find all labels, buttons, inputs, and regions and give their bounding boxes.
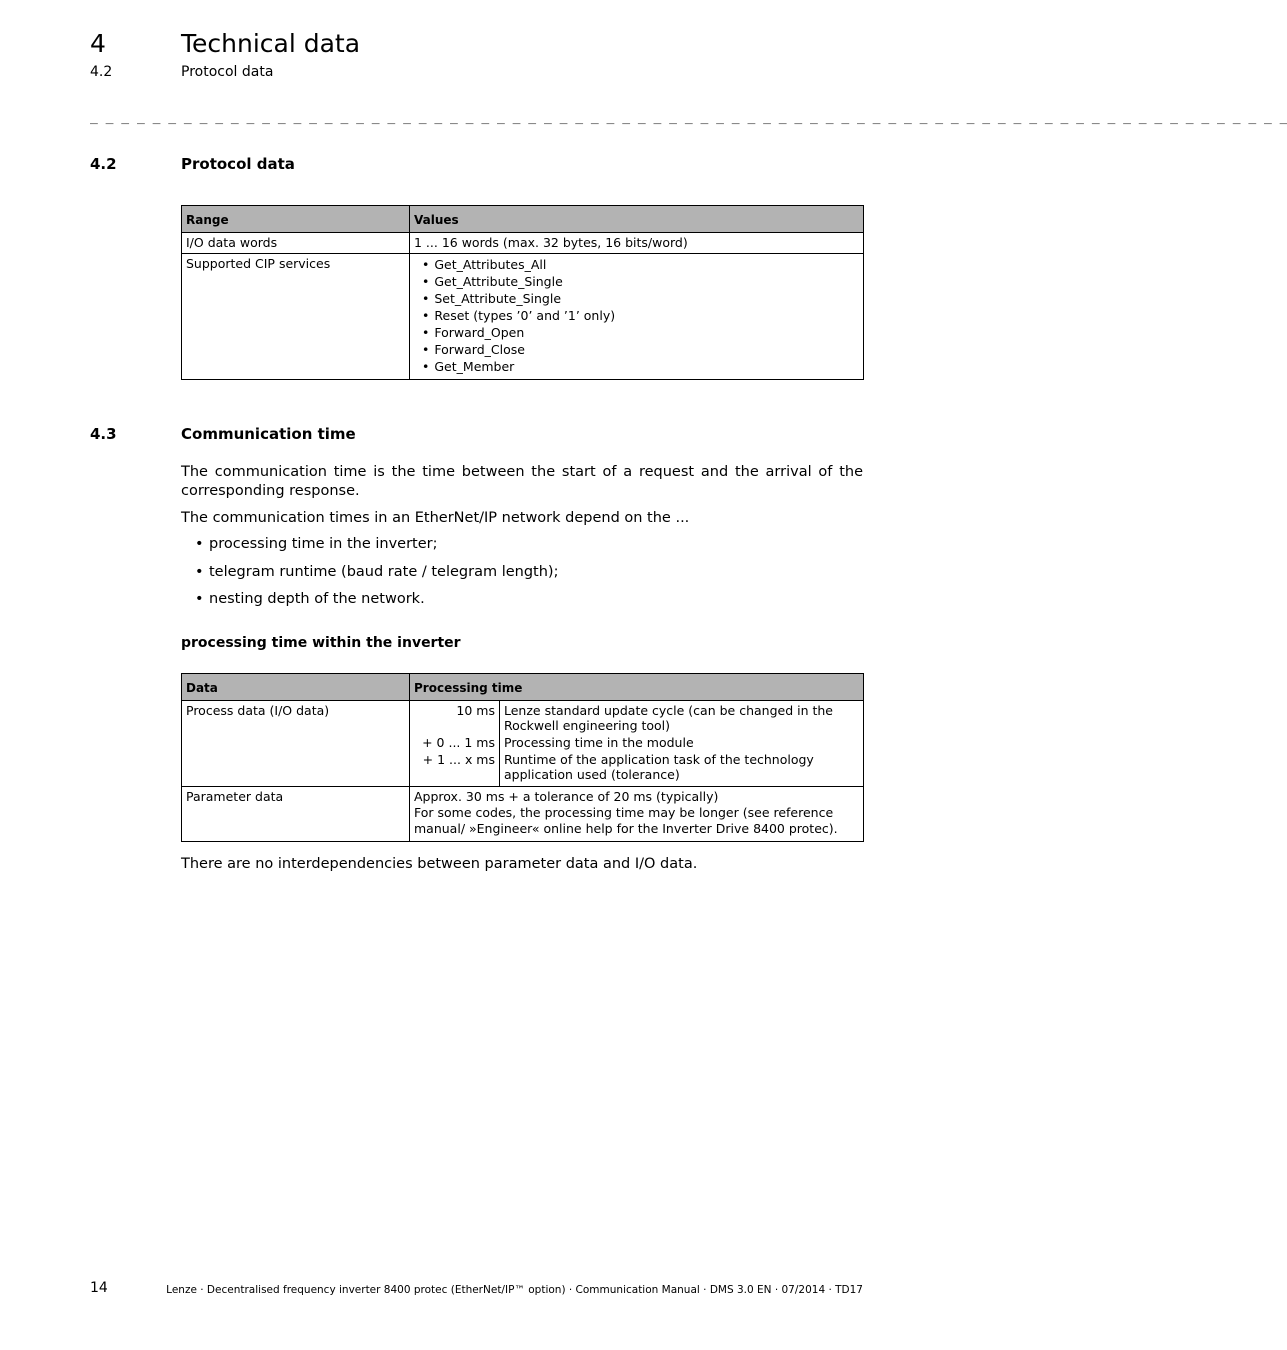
- col-processing-header: Processing time: [410, 674, 864, 701]
- desc-module: Processing time in the module: [504, 735, 694, 750]
- time-application: + 1 ... x ms: [422, 752, 495, 767]
- cip-services-list: [414, 256, 859, 375]
- col-values-header: Values: [410, 206, 864, 233]
- header-divider: _ _ _ _ _ _ _ _ _ _ _ _ _ _ _ _ _ _ _ _ _ _ _ _ _ _ _ _ _ _ _ _ _ _ _ _ _ _ _ _ _ _ _ _ _ _ _ _ _ _ _ _ _ _ _ _ _ _ _ _ _ _ _ _ _ _ _ _ _ _ _ _ _ _ _ _ _: [90, 110, 1287, 125]
- page-number: 14: [90, 1280, 108, 1296]
- table-row: [182, 701, 864, 787]
- processing-time-table: [181, 673, 864, 842]
- list-item: • Get_Member: [422, 358, 859, 375]
- list-item: • Reset (types ’0’ and ’1’ only): [422, 307, 859, 324]
- section-42-number: 4.2: [90, 155, 117, 173]
- parameter-data-label: Parameter data: [182, 787, 410, 842]
- param-line-2: For some codes, the processing time may be longer (see reference manual/ »Engineer« online help for the Inverter Drive 8400 protec).: [414, 805, 838, 836]
- section-43-number: 4.3: [90, 425, 117, 443]
- paragraph-depends: The communication times in an EtherNet/IP network depend on the ...: [181, 510, 690, 526]
- header-section-number: 4.2: [90, 64, 113, 80]
- chapter-number: 4: [90, 29, 106, 58]
- process-times-cell: [410, 701, 500, 787]
- parameter-data-value: [410, 787, 864, 842]
- section-42-title: Protocol data: [181, 155, 295, 173]
- process-desc-cell: [500, 701, 864, 787]
- desc-application: Runtime of the application task of the technology application used (tolerance): [504, 752, 814, 782]
- processing-time-heading: processing time within the inverter: [181, 635, 461, 651]
- closing-paragraph: There are no interdependencies between parameter data and I/O data.: [181, 856, 698, 872]
- footer-text: Lenze · Decentralised frequency inverter 8400 protec (EtherNet/IP™ option) · Communication Manual · DMS 3.0 EN · 07/2014 · TD17: [166, 1284, 863, 1296]
- row-value-io: 1 ... 16 words (max. 32 bytes, 16 bits/word): [410, 233, 864, 254]
- chapter-title: Technical data: [181, 29, 361, 58]
- desc-update-cycle: Lenze standard update cycle (can be changed in the Rockwell engineering tool): [504, 703, 833, 733]
- table-row: [182, 254, 864, 380]
- param-line-1: Approx. 30 ms + a tolerance of 20 ms (typically): [414, 789, 719, 804]
- list-item: • processing time in the inverter;: [195, 536, 438, 552]
- row-value-cip: [410, 254, 864, 380]
- section-43-title: Communication time: [181, 425, 356, 443]
- process-data-label: Process data (I/O data): [182, 701, 410, 787]
- col-range-header: Range: [182, 206, 410, 233]
- col-data-header: Data: [182, 674, 410, 701]
- list-item: • Set_Attribute_Single: [422, 290, 859, 307]
- protocol-data-table: [181, 205, 864, 380]
- list-item: • Get_Attributes_All: [422, 256, 859, 273]
- list-item: • Forward_Open: [422, 324, 859, 341]
- time-10ms: 10 ms: [456, 703, 495, 718]
- header-section-title: Protocol data: [181, 64, 274, 80]
- list-item: • telegram runtime (baud rate / telegram length);: [195, 564, 559, 580]
- table-row: [182, 787, 864, 842]
- table-row: [182, 233, 864, 254]
- list-item: • Get_Attribute_Single: [422, 273, 859, 290]
- paragraph-definition: The communication time is the time between the start of a request and the arrival of the corresponding response.: [181, 464, 863, 499]
- list-item: • Forward_Close: [422, 341, 859, 358]
- row-range-cip: Supported CIP services: [182, 254, 410, 380]
- row-range-io: I/O data words: [182, 233, 410, 254]
- time-module: + 0 ... 1 ms: [422, 735, 495, 750]
- list-item: • nesting depth of the network.: [195, 591, 425, 607]
